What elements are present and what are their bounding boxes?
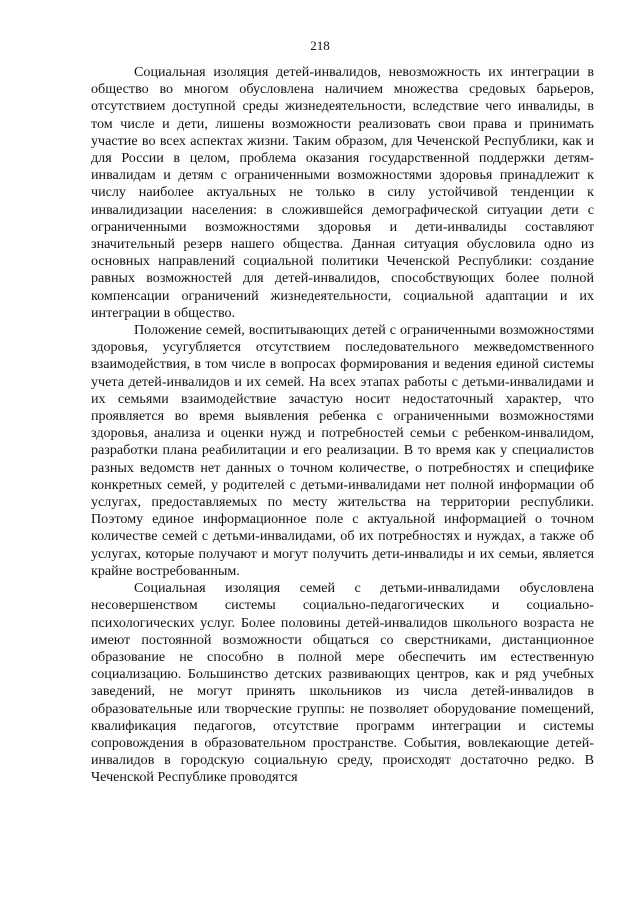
- page-number: 218: [310, 38, 330, 53]
- paragraph-social-isolation-children: Социальная изоляция детей-инвалидов, невозможность их интеграции в общество во многом обусловлена наличием множества средовых барьеров, отсутствием доступной среды жизнедеятельности, вследствие чего инвалиды, в том числе и дети, лишены возможности реализовать свои права и принимать участие во всех аспектах жизни. Таким образом, для Чеченской Республики, как и для России в целом, проблема оказания государственной поддержки детям-инвалидам и детям с ограниченными возможностями здоровья принадлежит к числу наиболее актуальных не только в силу устойчивой тенденции к инвалидизации населения: в сложившейся демографической ситуации дети с ограниченными возможностями здоровья и дети-инвалиды составляют значительный резерв нашего общества. Данная ситуация обусловила одно из основных направлений социальной политики Чеченской Республики: создание равных возможностей для детей-инвалидов, способствующих более полной компенсации ограничений жизнедеятельности, социальной адаптации и их интеграции в общество.: [91, 64, 594, 321]
- document-body: [91, 64, 594, 787]
- paragraph-family-situation: Положение семей, воспитывающих детей с ограниченными возможностями здоровья, усугубляется отсутствием последовательного межведомственного взаимодействия, в том числе в вопросах формирования и ведения единой системы учета детей-инвалидов и их семей. На всех этапах работы с детьми-инвалидами и их семьями взаимодействие зачастую носит недостаточный характер, что проявляется во время выявления ребенка с ограниченными возможностями здоровья, анализа и оценки нужд и потребностей семьи с ребенком-инвалидом, разработки плана реабилитации и его реализации. В то время как у специалистов разных ведомств нет данных о точном количестве, о потребностях и специфике конкретных семей, у родителей с детьми-инвалидами нет полной информации об услугах, предоставляемых по месту жительства на территории республики. Поэтому единое информационное поле с актуальной информацией о точном количестве семей с детьми-инвалидами, об их потребностях и нуждах, а также об услугах, которые получают и могут получить дети-инвалиды и их семьи, является крайне востребованным.: [91, 322, 594, 579]
- paragraph-social-isolation-families: Социальная изоляция семей с детьми-инвалидами обусловлена несовершенством системы социально-педагогических и социально-психологических услуг. Более половины детей-инвалидов школьного возраста не имеют постоянной возможности общаться со сверстниками, дистанционное образование не способно в полной мере обеспечить им естественную социализацию. Большинство детских развивающих центров, как и ряд учебных заведений, не могут принять школьников из числа детей-инвалидов в образовательные или творческие группы: не позволяет оборудование помещений, квалификация педагогов, отсутствие программ интеграции и системы сопровождения в образовательном пространстве. События, вовлекающие детей-инвалидов в городскую социальную среду, происходят достаточно редко. В Чеченской Республике проводятся: [91, 580, 594, 786]
